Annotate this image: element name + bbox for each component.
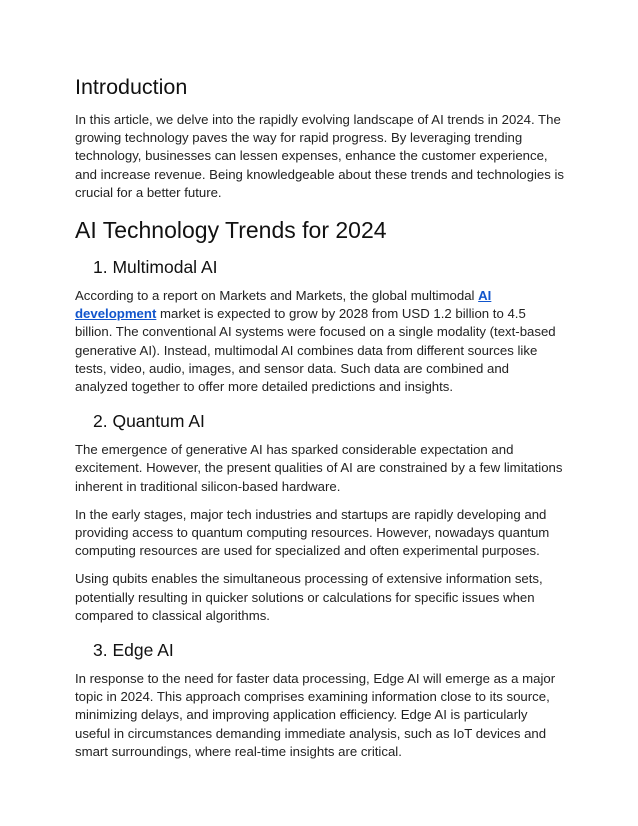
edge-paragraph: In response to the need for faster data processing, Edge AI will emerge as a major topic in 2024. This approach comprises examining information close to its source, minimizing delays, and improving application efficiency. Edge AI is particularly useful in circumstances demanding immediate analysis, such as IoT devices and smart surroundings, where real-time insights are critical. [75,671,556,759]
introduction-paragraph: In this article, we delve into the rapidly evolving landscape of AI trends in 2024. The growing technology paves the way for rapid progress. By leveraging trending technology, businesses can lessen expenses, enhance the customer experience, and increase revenue. Being knowledgeable about these trends and technologies is crucial for a better future. [75,112,565,200]
quantum-paragraph-2: In the early stages, major tech industries and startups are rapidly developing and providing access to quantum computing resources. However, nowadays quantum computing resources are used for specialized and often experimental purposes. [75,506,550,559]
quantum-paragraph-1: The emergence of generative AI has sparked considerable expectation and excitement. However, the present qualities of AI are constrained by a few limitations inherent in traditional silicon-based hardware. [75,442,563,494]
multimodal-text-after-link: market is expected to grow by 2028 from USD 1.2 billion to 4.5 billion. The conventional AI systems were focused on a single modality (text-based generative AI). Instead, multimodal AI combines data from different sources like tests, video, audio, images, and sensor data. Such data are combined and analyzed together to offer more detailed predictions and insights. [75,306,556,395]
document-page [75,74,565,771]
ai-development-link[interactable]: AI development [75,288,492,322]
edge-heading: 3. Edge AI [93,640,174,661]
multimodal-heading: 1. Multimodal AI [93,257,218,278]
introduction-heading: Introduction [75,75,188,99]
trends-heading: AI Technology Trends for 2024 [75,217,387,244]
quantum-heading: 2. Quantum AI [93,411,205,432]
quantum-paragraph-3: Using qubits enables the simultaneous processing of extensive information sets, potentially resulting in quicker solutions or calculations for specific issues when compared to classical algorithms. [75,571,543,623]
multimodal-text-before-link: According to a report on Markets and Markets, the global multimodal [75,288,479,304]
multimodal-paragraph [75,287,565,396]
